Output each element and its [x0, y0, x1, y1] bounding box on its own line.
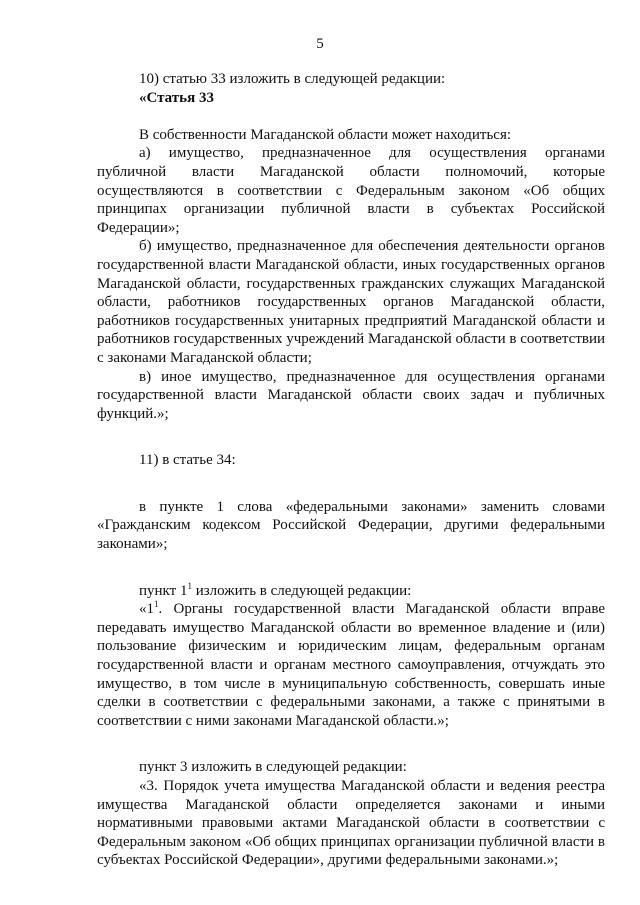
- document-body: [97, 70, 605, 870]
- point-1-1-lead: [97, 582, 605, 601]
- amendment-item-10: 10) статью 33 изложить в следующей редакции:: [139, 71, 446, 87]
- point-3-text: «3. Порядок учета имущества Магаданской области и ведения реестра имущества Магаданской области определяется законами и иными нормативными правовыми актами Магаданской области в соответствии с Федеральным законом «Об общих принципах организации публичной власти в субъектах Российской Федерации», другими федеральными законами.»;: [97, 778, 605, 869]
- point-1-1-text: [97, 600, 605, 730]
- subparagraph-a: а) имущество, предназначенное для осуществления органами публичной власти Магаданской области полномочий, которые осуществляются в соответствии с Федеральным законом «Об общих принципах организации публичной власти в субъектах Российской Федерации»;: [97, 145, 605, 236]
- point-1-1-number: «1: [139, 601, 154, 618]
- subparagraph-b: б) имущество, предназначенное для обеспечения деятельности органов государственной власти Магаданской области, иных государственных органов Магаданской области, государственных гражданских служащих Магаданской области, работников государственных органов Магаданской области, работников государственных унитарных предприятий Магаданской области и работников государственных учреждений Магаданской области в соответствии с законами Магаданской области;: [97, 238, 606, 366]
- point-1-replacement: в пункте 1 слова «федеральными законами» заменить словами «Гражданским кодексом Российской Федерации, другими федеральными законами»;: [97, 498, 605, 553]
- point-1-1-lead-rest: изложить в следующей редакции:: [191, 582, 412, 599]
- article-title: «Статья 33: [139, 89, 214, 106]
- point-1-1-lead-superscript: 1: [187, 580, 192, 591]
- point-3-lead: пункт 3 изложить в следующей редакции:: [139, 759, 407, 776]
- point-1-1-number-superscript: 1: [154, 599, 159, 610]
- amendment-item-11: 11) в статье 34:: [139, 452, 236, 469]
- page-number: 5: [316, 36, 324, 52]
- point-1-1-lead-text: пункт 1: [139, 582, 188, 599]
- article-intro: В собственности Магаданской области может находиться:: [139, 126, 512, 143]
- subparagraph-c: в) иное имущество, предназначенное для осуществления органами государственной власти Магаданской области своих задач и публичных функций.»;: [97, 368, 605, 422]
- point-1-1-body: . Органы государственной власти Магаданской области вправе передавать имущество Магаданской области во временное владение и (или) пользование физическим и юридическим лицам, федеральным органам государственной власти и органам местного самоуправления, отчуждать это имущество, в том числе в муниципальную собственность, совершать иные сделки в соответствии с федеральными законами, а также с принятыми в соответствии с ними законами Магаданской области.»;: [97, 601, 605, 729]
